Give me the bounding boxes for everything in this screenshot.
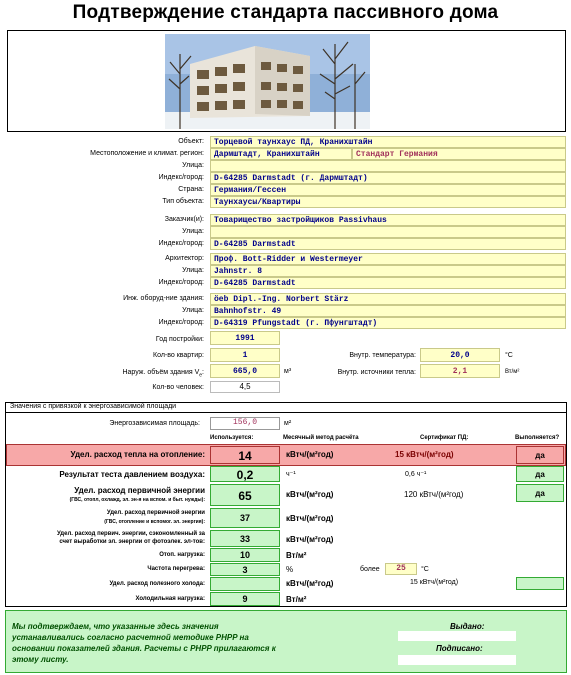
object-type-label: Тип объекта:: [162, 198, 204, 205]
client-street-label: Улица:: [182, 228, 204, 235]
climate-field[interactable]: Стандарт Германия: [352, 148, 566, 160]
city-field[interactable]: D-64285 Darmstadt (г. Дармштадт): [210, 172, 566, 184]
pe3-unit: кВтч/(м²год): [286, 535, 334, 544]
heat-value: 14: [210, 446, 280, 464]
client-city-field[interactable]: D-64285 Darmstadt: [210, 238, 566, 250]
location-label: Местоположение и климат. регион:: [90, 150, 204, 157]
cooling-load-label: Холодильная нагрузка:: [135, 596, 205, 602]
people-label: Кол-во человек:: [152, 384, 204, 391]
results-header: Значения с привязкой к энергозависимой площади: [6, 403, 566, 413]
heat-cert: 15 кВтч/(м²год): [395, 450, 454, 459]
apartments-label: Кол-во квартир:: [153, 352, 204, 359]
load-value: 10: [210, 548, 280, 562]
year-field[interactable]: 1991: [210, 331, 280, 345]
cooling-load-unit: Вт/м²: [286, 595, 307, 604]
pressure-value: 0,2: [210, 466, 280, 482]
pe-cert: 120 кВтч/(м²год): [404, 490, 464, 499]
pe-ok: да: [516, 484, 564, 502]
heat-unit: кВтч/(м²год): [286, 450, 334, 459]
col-method: Месячный метод расчёта: [283, 435, 359, 441]
engineer-street-field[interactable]: Bahnhofstr. 49: [210, 305, 566, 317]
signed-label: Подписано:: [436, 644, 483, 653]
street-label: Улица:: [182, 162, 204, 169]
overheat-value: 3: [210, 563, 280, 576]
engineer-label: Инж. оборуд-ние здания:: [123, 295, 204, 302]
object-field[interactable]: Торцевой таунхаус ПД, Кранихштайн: [210, 136, 566, 148]
people-value: 4,5: [210, 381, 280, 393]
client-label: Заказчик(и):: [164, 216, 204, 223]
pe2-label: Удел. расход первичной энергии: [106, 510, 205, 516]
architect-city-field[interactable]: D-64285 Darmstadt: [210, 277, 566, 289]
overheat-limit-field[interactable]: 25: [385, 563, 417, 575]
volume-field[interactable]: 665,0: [210, 364, 280, 378]
location-field[interactable]: Дармштадт, Кранихштайн: [210, 148, 352, 160]
page-title: Подтверждение стандарта пассивного дома: [72, 2, 499, 23]
pe-unit: кВтч/(м²год): [286, 490, 334, 499]
year-label: Год постройки:: [155, 336, 204, 343]
cooling-value: [210, 577, 280, 591]
area-value: 156,0: [210, 417, 280, 430]
building-photo: [165, 34, 370, 129]
object-type-field[interactable]: Таунхаусы/Квартиры: [210, 196, 566, 208]
cooling-cert: 15 кВтч/(м²год): [410, 579, 459, 586]
col-fulfilled: Выполняется?: [515, 435, 560, 441]
pressure-cert: 0,6 ч⁻¹: [405, 471, 427, 478]
int-temp-field[interactable]: 20,0: [420, 348, 500, 362]
engineer-city-label: Индекс/город:: [158, 319, 204, 326]
overheat-label: Частота перегрева:: [147, 566, 205, 572]
cooling-unit: кВтч/(м²год): [286, 579, 334, 588]
int-heat-label: Внутр. источники тепла:: [337, 369, 416, 376]
architect-city-label: Индекс/город:: [158, 279, 204, 286]
int-heat-unit: Вт/м²: [505, 369, 520, 375]
int-temp-label: Внутр. температура:: [349, 352, 416, 359]
volume-unit: м³: [284, 368, 292, 375]
overheat-cert-label: более: [360, 566, 380, 573]
apartments-field[interactable]: 1: [210, 348, 280, 362]
country-label: Страна:: [178, 186, 204, 193]
results-panel: [5, 402, 567, 607]
overheat-unit: %: [286, 565, 294, 574]
heat-label: Удел. расход тепла на отопление:: [70, 450, 205, 459]
country-field[interactable]: Германия/Гессен: [210, 184, 566, 196]
pe-value: 65: [210, 484, 280, 506]
object-label: Объект:: [178, 138, 204, 145]
client-street-field[interactable]: [210, 226, 566, 238]
col-cert: Сертификат ПД:: [420, 435, 469, 441]
cooling-label: Удел. расход полезного холода:: [109, 581, 205, 587]
pe-label: Удел. расход первичной энергии: [74, 486, 205, 495]
pe3-label: Удел. расход первич. энергии, сэкономленный за счет выработки эл. энергии от фотоэлек. эл-тов:: [56, 531, 205, 545]
pressure-unit: ч⁻¹: [286, 471, 296, 478]
int-temp-unit: °C: [505, 352, 513, 359]
signed-field[interactable]: [398, 655, 516, 665]
confirmation-text: Мы подтверждаем, что указанные здесь значения устанавливались согласно расчетной методике PHPP на основании показателей здания. Расчеты с PHPP прилагаются к этому листу.: [12, 622, 276, 664]
architect-street-field[interactable]: Jahnstr. 8: [210, 265, 566, 277]
issued-field[interactable]: [398, 631, 516, 641]
engineer-street-label: Улица:: [182, 307, 204, 314]
overheat-limit-unit: °C: [421, 566, 429, 573]
client-city-label: Индекс/город:: [158, 240, 204, 247]
pe2-sub-label: (ГВС, отопление и вспомог. эл. энергия):: [104, 519, 205, 525]
pe2-unit: кВтч/(м²год): [286, 514, 334, 523]
street-field[interactable]: [210, 160, 566, 172]
engineer-field[interactable]: öeb Dipl.-Ing. Norbert Stärz: [210, 293, 566, 305]
client-field[interactable]: Товарищество застройщиков Passivhaus: [210, 214, 566, 226]
pressure-ok: да: [516, 466, 564, 482]
engineer-city-field[interactable]: D-64319 Pfungstadt (г. Пфунгштадт): [210, 317, 566, 329]
volume-label: Наруж. объём здания $V_e$:: [122, 369, 204, 379]
pe2-value: 37: [210, 508, 280, 528]
area-label: Энергозависимая площадь:: [109, 420, 200, 427]
pe3-value: 33: [210, 530, 280, 547]
col-used: Используется:: [210, 435, 254, 441]
cooling-ok: [516, 577, 564, 590]
int-heat-field[interactable]: 2,1: [420, 364, 500, 378]
area-unit: м²: [284, 420, 292, 427]
architect-street-label: Улица:: [182, 267, 204, 274]
architect-field[interactable]: Проф. Bott-Ridder и Westermeyer: [210, 253, 566, 265]
heat-ok: да: [516, 446, 564, 464]
pe-sub-label: (ГВС, отопл, охлажд, эл. эн-я на вспом. и быт. нужды):: [69, 497, 205, 503]
city-label: Индекс/город:: [158, 174, 204, 181]
architect-label: Архитектор:: [165, 255, 204, 262]
load-label: Отоп. нагрузка:: [159, 552, 205, 558]
cooling-load-value: 9: [210, 592, 280, 606]
load-unit: Вт/м²: [286, 551, 307, 560]
pressure-label: Результат теста давлением воздуха:: [59, 470, 205, 479]
issued-label: Выдано:: [450, 622, 485, 631]
